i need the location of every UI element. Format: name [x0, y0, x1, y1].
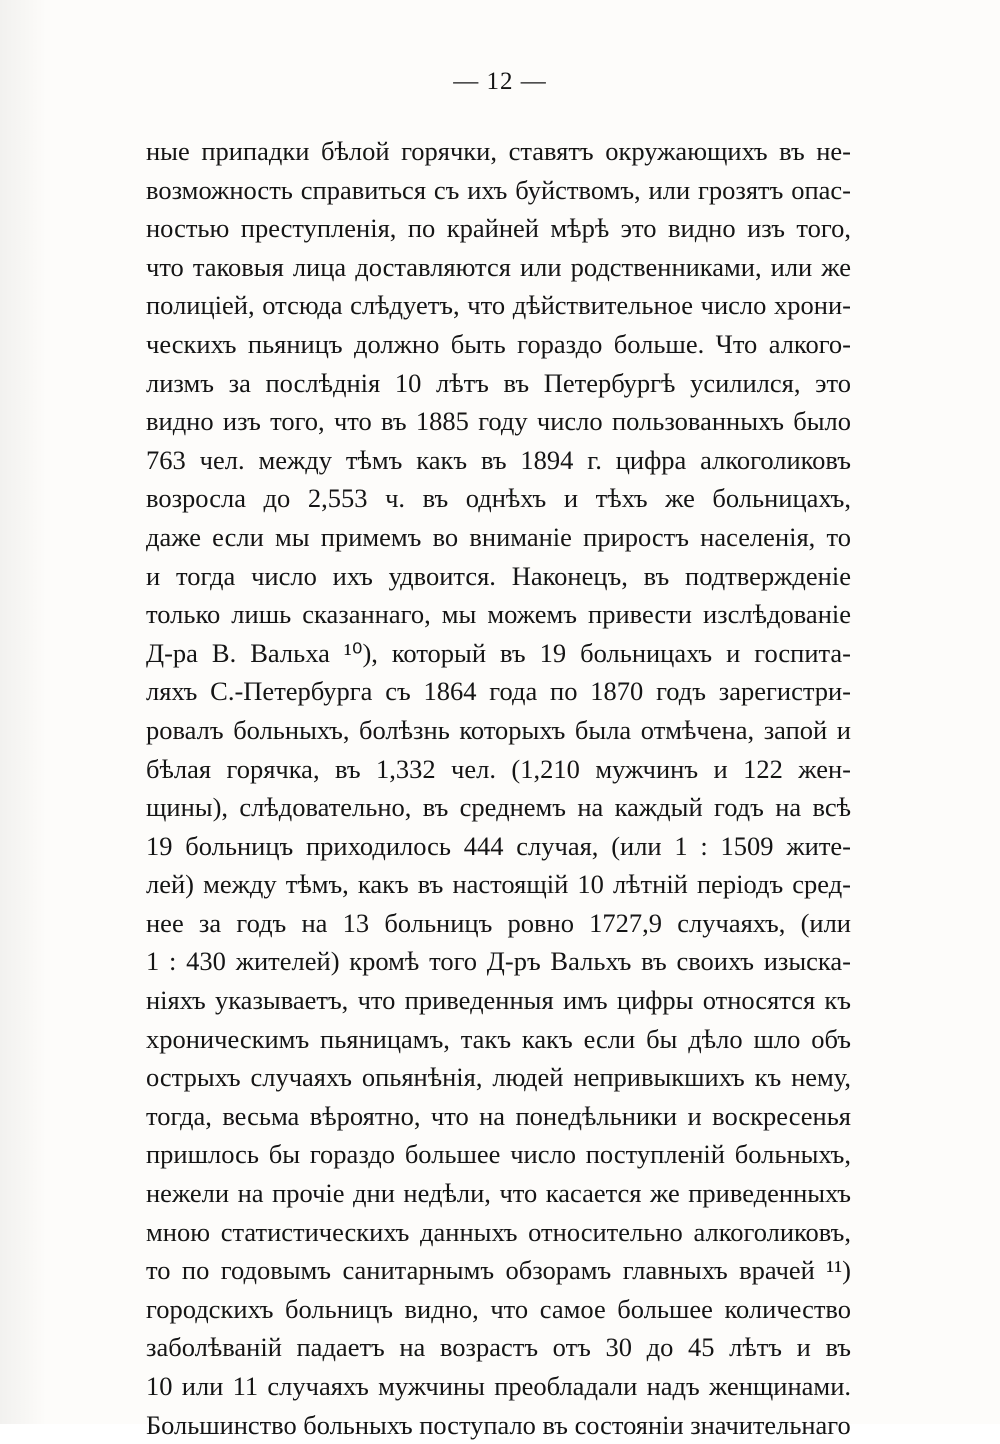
- text-line: 19 больницъ приходилось 444 случая, (или 1 : 1509 жите-: [146, 830, 851, 861]
- body-text: [146, 132, 851, 1444]
- text-line: мною статистическихъ данныхъ относительно алкоголиковъ,: [146, 1216, 851, 1247]
- text-line: заболѣваній падаетъ на возрастъ отъ 30 до 45 лѣтъ и въ: [146, 1332, 851, 1363]
- text-line: 1 : 430 жителей) кромѣ того Д-ръ Вальхъ въ своихъ изыска-: [146, 946, 851, 977]
- page-margin-shade: [0, 0, 46, 1424]
- text-line: пришлось бы гораздо большее число поступленій больныхъ,: [146, 1139, 851, 1170]
- page-number: — 12 —: [453, 68, 547, 95]
- text-line: лей) между тѣмъ, какъ въ настоящій 10 лѣтній періодъ сред-: [146, 869, 851, 900]
- text-line: нее за годъ на 13 больницъ ровно 1727,9 случаяхъ, (или: [146, 907, 851, 938]
- text-line: 763 чел. между тѣмъ какъ въ 1894 г. цифра алкоголиковъ: [146, 444, 851, 475]
- text-line: нежели на прочіе дни недѣли, что касается же приведенныхъ: [146, 1178, 851, 1209]
- text-line: только лишь сказаннаго, мы можемъ привести изслѣдованіе: [146, 599, 851, 630]
- text-line: ческихъ пьяницъ должно быть гораздо больше. Что алкого-: [146, 328, 851, 359]
- text-line: ные припадки бѣлой горячки, ставятъ окружающихъ въ не-: [146, 136, 851, 166]
- text-line: полиціей, отсюда слѣдуетъ, что дѣйствительное число хрони-: [146, 290, 851, 321]
- text-line: возможность справиться съ ихъ буйствомъ, или грозятъ опас-: [146, 174, 851, 205]
- text-line: хроническимъ пьяницамъ, такъ какъ если бы дѣло шло объ: [146, 1023, 851, 1054]
- text-line: видно изъ того, что въ 1885 году число пользованныхъ было: [146, 406, 851, 437]
- text-line: острыхъ случаяхъ опьянѣнія, людей непривыкшихъ къ нему,: [146, 1062, 851, 1093]
- text-line: даже если мы примемъ во вниманіе приростъ населенія, то: [146, 521, 851, 552]
- text-line: лизмъ за послѣднія 10 лѣтъ въ Петербургѣ усилился, это: [146, 367, 851, 398]
- text-line: городскихъ больницъ видно, что самое большее количество: [146, 1293, 851, 1324]
- text-line: возросла до 2,553 ч. въ однѣхъ и тѣхъ же больницахъ,: [146, 483, 851, 514]
- text-line: Большинство больныхъ поступало въ состояніи значительнаго: [146, 1409, 851, 1440]
- text-line: бѣлая горячка, въ 1,332 чел. (1,210 мужчинъ и 122 жен-: [146, 753, 851, 784]
- text-line: щины), слѣдовательно, въ среднемъ на каждый годъ на всѣ: [146, 792, 851, 823]
- text-line: Д-ра В. Вальха ¹⁰), который въ 19 больницахъ и госпита-: [146, 637, 851, 668]
- text-line: то по годовымъ санитарнымъ обзорамъ главныхъ врачей ¹¹): [146, 1255, 851, 1286]
- text-line: ностью преступленія, по крайней мѣрѣ это видно изъ того,: [146, 213, 851, 244]
- text-line: тогда, весьма вѣроятно, что на понедѣльники и воскресенья: [146, 1100, 851, 1131]
- text-line: и тогда число ихъ удвоится. Наконецъ, въ подтвержденіе: [146, 560, 851, 591]
- text-line: ровалъ больныхъ, болѣзнь которыхъ была отмѣчена, запой и: [146, 714, 851, 745]
- text-line: что таковыя лица доставляются или родственниками, или же: [146, 251, 851, 282]
- text-line: 10 или 11 случаяхъ мужчины преобладали надъ женщинами.: [146, 1371, 851, 1401]
- text-line: ляхъ С.-Петербурга съ 1864 года по 1870 годъ зарегистри-: [146, 676, 851, 707]
- text-line: ніяхъ указываетъ, что приведенныя имъ цифры относятся къ: [146, 985, 851, 1016]
